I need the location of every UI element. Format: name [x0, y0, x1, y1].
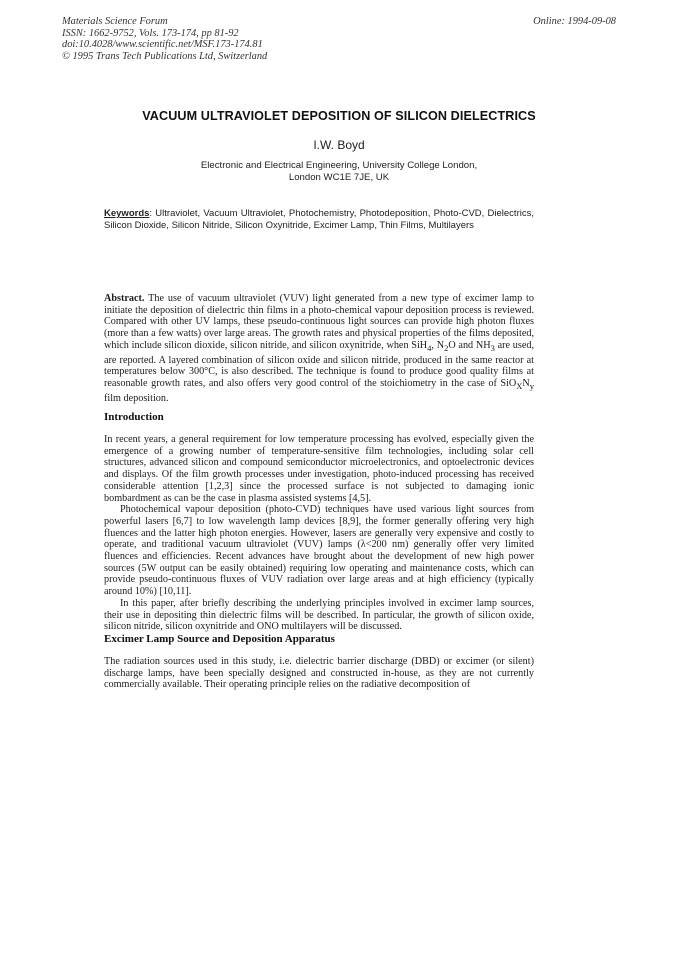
- introduction-paragraph-3: In this paper, after briefly describing the underlying principles involved in excimer lamp sources, their use in depositing thin dielectric films will be described. In particular, the growth of silicon oxide, silicon nitride, silicon oxynitride and ONO multilayers will be discussed.: [104, 597, 534, 633]
- abstract-subscript-2: 2: [444, 342, 449, 353]
- section-2-body: [104, 656, 534, 691]
- author-name: I.W. Boyd: [313, 138, 365, 152]
- paper-title: VACUUM ULTRAVIOLET DEPOSITION OF SILICON DIELECTRICS: [142, 109, 536, 123]
- abstract-text-2: , N: [431, 339, 445, 351]
- keywords-block: [104, 208, 534, 233]
- abstract-text-6: film deposition.: [104, 392, 169, 404]
- publication-metadata: [62, 16, 267, 62]
- introduction-paragraph-2: Photochemical vapour deposition (photo-CVD) techniques have used various light sources from powerful lasers [6,7] to low wavelength lamp devices [8,9], the former generally offering very high fluences and the latter high photon energies. However, lasers are generally very expensive and costly to operate, and traditional vacuum ultraviolet (VUV) lamps (λ<200 nm) generally offer very limited fluences and efficiencies. Recent advances have brought about the development of new high power sources (5W output can be easily obtained) requiring low operating and maintenance costs, which can provide pseudo-continuous fluxes of VUV radiation over large areas and at high efficiency (typically around 10%) [10,11].: [104, 504, 534, 598]
- section-2-paragraph-1: The radiation sources used in this study, i.e. dielectric barrier discharge (DBD) or excimer (or silent) discharge lamps, have been specially designed and constructed in-house, as they are not currently commercially available. Their operating principle relies on the radiative decomposition of: [104, 656, 534, 691]
- online-date: Online: 1994-09-08: [533, 16, 616, 27]
- keywords-colon: :: [149, 208, 156, 219]
- abstract-label: Abstract.: [104, 293, 145, 304]
- issn-line: ISSN: 1662-9752, Vols. 173-174, pp 81-92: [62, 27, 239, 39]
- affiliation-line-2: London WC1E 7JE, UK: [288, 172, 390, 183]
- copyright-line: © 1995 Trans Tech Publications Ltd, Switzerland: [62, 50, 268, 62]
- abstract-text-1: The use of vacuum ultraviolet (VUV) light generated from a new type of excimer lamp to initiate the deposition of dielectric thin films in a photo-chemical vapour deposition process is reviewed. Compared with other UV lamps, these pseudo-continuous light sources can provide high photon fluxes (more than a few watts) over large areas. The growth rates and physical properties of the films deposited, which include silicon dioxide, silicon nitride, and silicon oxynitride, when SiH: [104, 293, 534, 351]
- abstract-subscript-3: 3: [490, 342, 495, 353]
- introduction-body: [104, 434, 534, 633]
- abstract-block: [104, 293, 534, 404]
- affiliation: [0, 160, 678, 184]
- abstract-text-4: are used, are reported. A layered combination of silicon oxide and silicon nitride, produced in the same reactor at temperatures below 300°C, is also described. The technique is found to produce good quality films at reasonable growth rates, and also offers very good control of the stoichiometry in the case of SiO: [104, 339, 534, 389]
- affiliation-line-1: Electronic and Electrical Engineering, University College London,: [200, 160, 478, 171]
- abstract-text-3: O and NH: [448, 339, 491, 351]
- abstract-subscript-1: 4: [427, 342, 432, 353]
- section-2-heading: Excimer Lamp Source and Deposition Apparatus: [104, 633, 335, 645]
- introduction-heading: Introduction: [104, 411, 164, 423]
- abstract-subscript-5: y: [529, 380, 534, 391]
- introduction-paragraph-1: In recent years, a general requirement for low temperature processing has evolved, especially given the emergence of a growing number of temperature-sensitive film technologies, including solar cell structures, advanced silicon and compound semiconductor microelectronics, and optoelectronic devices and displays. Of the film growth processes under investigation, photo-induced processing has received considerable attention [1,2,3] since the processed surface is not subjected to damaging ionic bombardment as can be the case in plasma assisted systems [4,5].: [104, 434, 534, 504]
- doi-line[interactable]: doi:10.4028/www.scientific.net/MSF.173-174.81: [62, 39, 263, 51]
- abstract-subscript-4: X: [516, 380, 523, 391]
- abstract-text-5: N: [522, 377, 530, 389]
- keywords-label: Keywords: [104, 208, 150, 219]
- keywords-text: Ultraviolet, Vacuum Ultraviolet, Photochemistry, Photodeposition, Photo-CVD, Dielectrics, Silicon Dioxide, Silicon Nitride, Silicon Oxynitride, Excimer Lamp, Thin Films, Multilayers: [104, 208, 534, 232]
- journal-name: Materials Science Forum: [62, 16, 168, 27]
